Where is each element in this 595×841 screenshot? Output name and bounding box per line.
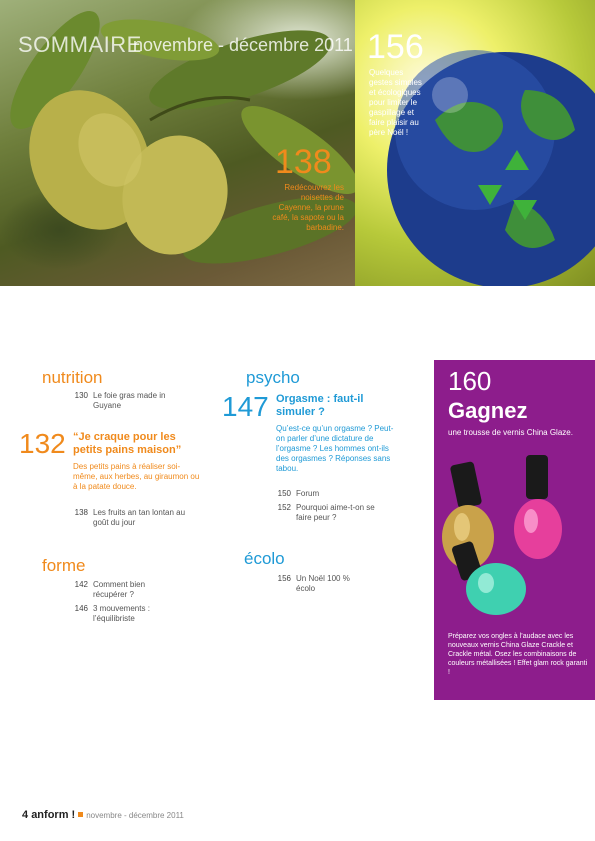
entry-number[interactable]: 130 bbox=[74, 391, 88, 400]
entry-text[interactable]: Pourquoi aime-t-on se faire peur ? bbox=[296, 503, 375, 522]
feature-132-number[interactable]: 132 bbox=[19, 428, 66, 459]
entry-number[interactable]: 156 bbox=[277, 574, 291, 583]
page-title: SOMMAIRE bbox=[18, 32, 142, 57]
feature-132-headline[interactable]: “Je craque pour les petits pains maison” bbox=[73, 431, 182, 456]
entry-number[interactable]: 152 bbox=[277, 503, 291, 512]
section-title-forme: forme bbox=[42, 556, 86, 575]
feature-132-body: Des petits pains à réaliser soi-même, aux herbes, au giraumon ou à la patate douce. bbox=[73, 462, 200, 491]
entry-text[interactable]: Forum bbox=[296, 489, 320, 498]
issue-date: novembre - décembre 2011 bbox=[133, 35, 353, 55]
promo-body: Préparez vos ongles à l’audace avec les nouveaux vernis China Glaze Crackle et Crackle métal. Osez les combinaisons de couleurs métallisées ! Effet glam rock garanti ! bbox=[448, 633, 588, 676]
feature-138-number[interactable]: 138 bbox=[275, 143, 332, 181]
promo-headline: Gagnez bbox=[448, 398, 528, 423]
entry-number[interactable]: 146 bbox=[74, 604, 88, 613]
hero-photo-fruit-tree bbox=[0, 0, 355, 286]
feature-156-number[interactable]: 156 bbox=[367, 28, 424, 66]
page-number: 4 bbox=[22, 809, 29, 821]
promo-number: 160 bbox=[448, 366, 492, 396]
feature-138-text: Redécouvrez les noisettes de Cayenne, la prune café, la sapote ou la barbadine. bbox=[272, 183, 344, 232]
orange-square-icon bbox=[78, 812, 83, 817]
entry-text[interactable]: Les fruits an tan lontan au goût du jour bbox=[93, 508, 186, 527]
magazine-name: anform ! bbox=[31, 809, 76, 821]
section-title-psycho: psycho bbox=[246, 368, 300, 387]
entry-number[interactable]: 150 bbox=[277, 489, 291, 498]
feature-147-body: Qu’est-ce qu’un orgasme ? Peut-on parler d’une dictature de l’orgasme ? Les hommes ont-ils des orgasmes ? Réponses sans tabou. bbox=[276, 424, 394, 473]
section-title-nutrition: nutrition bbox=[42, 368, 103, 387]
hero-photo-globe bbox=[355, 0, 595, 286]
entry-text[interactable]: 3 mouvements : l’équilibriste bbox=[93, 604, 150, 623]
entry-number[interactable]: 142 bbox=[74, 580, 88, 589]
entry-text[interactable]: Un Noël 100 % écolo bbox=[296, 574, 350, 593]
feature-147-headline[interactable]: Orgasme : faut-il simuler ? bbox=[276, 393, 364, 418]
entry-text[interactable]: Le foie gras made in Guyane bbox=[93, 391, 166, 410]
entry-number[interactable]: 138 bbox=[74, 508, 88, 517]
promo-panel[interactable] bbox=[434, 360, 595, 700]
section-title-ecolo: écolo bbox=[244, 549, 285, 568]
footer-date: novembre - décembre 2011 bbox=[86, 811, 184, 820]
feature-156-text: Quelques gestes simples et écologiques pour limiter le gaspillage et faire plaisir au père Noël ! bbox=[369, 68, 422, 137]
page-footer bbox=[22, 809, 184, 821]
feature-147-number[interactable]: 147 bbox=[222, 391, 269, 422]
promo-subtitle: une trousse de vernis China Glaze. bbox=[448, 428, 573, 437]
nail-polish-bottles-image bbox=[434, 455, 595, 625]
entry-text[interactable]: Comment bien récupérer ? bbox=[93, 580, 146, 599]
